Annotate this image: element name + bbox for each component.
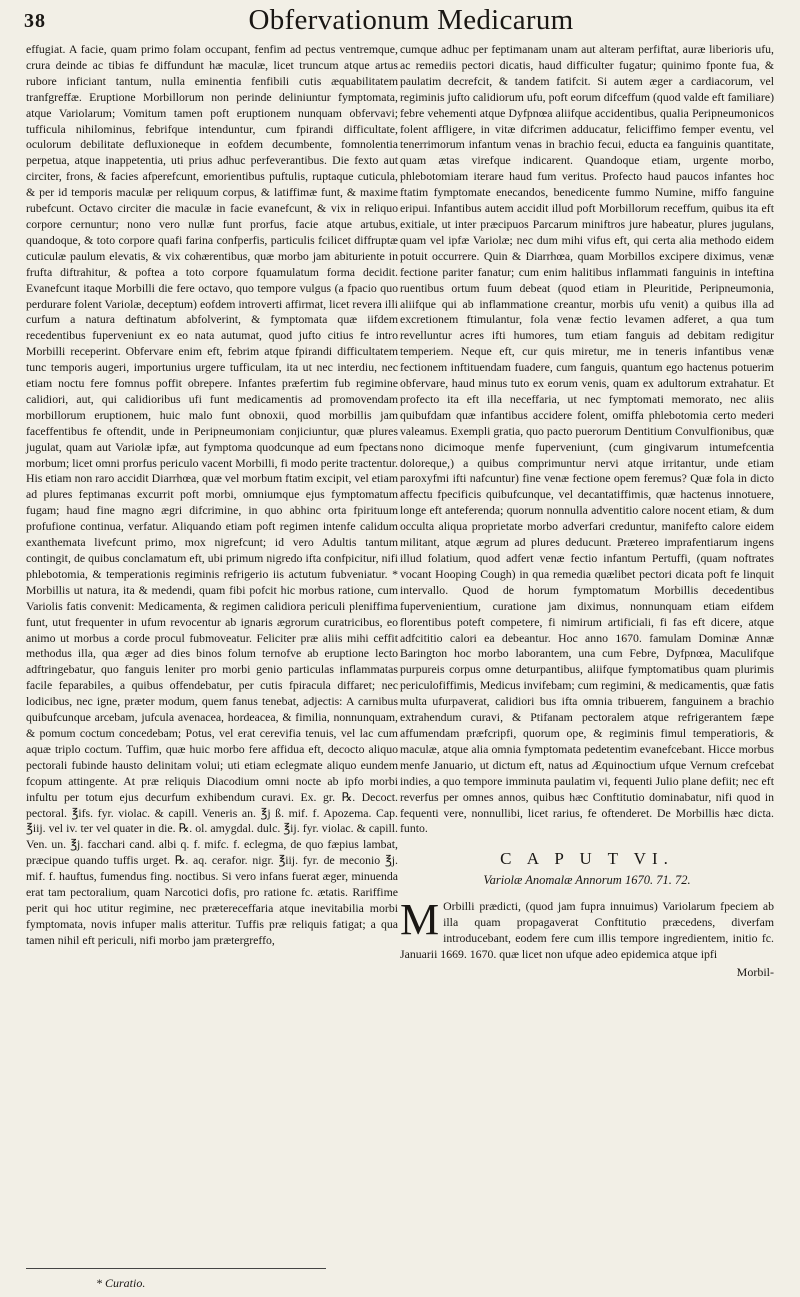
- chapter-paragraph: [400, 895, 774, 963]
- footnote: * Curatio.: [96, 1276, 146, 1290]
- left-column-text: effugiat. A facie, quam primo folam occupant, fenfim ad pectus ventremque, crura deinde ac tibias fe diffundunt hæ maculæ, licet truncum atque artus rubore inficiant tantum, nulla eminentia fenfibili cutis æquabilitatem tranfgreffæ. Eruptione Morbillorum non perinde deliniuntur fymptomata, atque Variolarum; Vomitum tamen poft eruptionem nunquam obfervavi; tufficula nihilominus, febrifque intenduntur, cum fpirandi difficultate, oculorum debilitate defluxioneque in eofdem decumbente, fomnolentia perpetua, atque inappetentia, uti prius adhuc perfeverantibus. Die fexto aut circiter, frons, & facies afperefcunt, emorientibus puftulis, ruptaque cuticula, & per id temporis maculæ per reliquum corpus, & latiffimæ funt, & maxime rubefcunt. Octavo circiter die maculæ in facie evanefcunt, & vix in reliquo corpore cernuntur; nono vero nullæ funt prorfus, facie atque artubus, quandoque, & toto corpore quafi farina confperfis, particulis fcilicet diffruptæ cuticulæ paulum elevatis, & vix cohærentibus, quæ morbo jam abituriente in frufta diftrahitur, & poftea a toto corpore fquamulatum forma decidit. Evanefcunt itaque Morbilli die fere octavo, quo tempore vulgus (a fpacio quo perdurare folent Variolæ, deceptum) eofdem introverti affirmat, licet revera illi curfum a natura deftinatum abfolverint, & fymptomata quæ iifdem recedentibus fuperveniunt ex eo nata autumat, quod jufto citius fe intro Morbilli receperint. Obfervare enim eft, febrim atque fpirandi difficultatem tunc temporis augeri, importunius urgere tufficulam, ita ut nec interdiu, nec etiam noctu fere fomnus poffit obrepere. Infantes præfertim fub regimine calidiori, aut, qui calidioribus ufi funt medicamentis ad promovendam morbillorum eruptionem, huic malo funt obnoxii, quod morbillis jam faceffentibus fe oftendit, unde in Peripneumoniam conjiciuntur, quæ plures jugulat, quam aut Variolæ ipfæ, aut fymptoma quodcunque ad eum fpectans morbum; licet omni prorfus periculo vacent Morbilli, fi modo perite tractentur. His etiam non raro accidit Diarrhœa, quæ vel morbum ftatim excipit, vel etiam ad plures feptimanas excurrit poft morbi, omniumque ejus fymptomatum fugam; haud fine magno ægri difcrimine, in quo abhinc orta fpirituum profufione continua, verfatur. Aliquando etiam poft regimen intenfe calidum exanthemata livefcunt primo, mox nigrefcunt; id vero Adultis tantum contingit, de quibus conclamatum eft, ubi primum nigredo ifta confpicitur, nifi phlebotomia, & temperationis regiminis refrigerio iis actutum fubveniatur. * Morbillis ut natura, ita & medendi, quam fibi pofcit hic morbus ratione, cum Variolis fatis convenit: Medicamenta, & regimen calidiora periculi pleniffima funt, utut frequenter in ufum revocentur ab ignaris ægrorum curatricibus, eo animo ut morbus a corde procul fubmoveatur. Feliciter præ aliis mihi ceffit methodus illa, qua æger ad dies binos folum ternofve ab eruptione lecto adftringebatur, quo fanguis leniter pro morbi genio particulas inflammatas facile feparabiles, a quibus offendebatur, per cutis fpiracula diffaret; nec lodicibus, nec igne, præter modum, quem fanus tenebat, adjectis: A carnibus quibufcunque arcebam, jufcula avenacea, hordeacea, & fimilia, nonnunquam, & pomum coctum concedebam; Potus, vel erat cerevifia tenuis, vel lac cum aquæ triplo coctum. Tuffim, quæ huic morbo fere affidua eft, decocto aliquo pectorali fubinde hausto delinitam volui; uti etiam eclegmate aliquo eundem fcopum attingente. At præ reliquis Diacodium omni nocte ab ipfo morbi infultu per totum ejus decurfum exhibendum curavi. Ex. gr. ℞. Decoct. pectoral. ℥ifs. fyr. violac. & capill. Veneris an. ℥j ß. mif. f. Apozema. Cap. ℥iij. vel iv. ter vel quater in die. ℞. ol. amygdal. dulc. ℥ij. fyr. violac. & capill. Ven. un. ℥j. facchari cand. albi q. f. mifc. f. eclegma, de quo fæpius lambat, præcipue quando tuffis urget. ℞. aq. cerafor. nigr. ℥iij. fyr. de meconio ℥j. mif. f. hauftus, fumendus fing. noctibus. Si vero infans fuerat æger, minuenda erat tam pectoralium, quam Narcotici dofis, pro ratione fc. ætatis. Rariffime perit qui hoc utitur regimine, nec prætereceffaria atque inevitabilia morbi fymptomata, novis infuper malis atteritur. Tuffis præ reliquis fatigat; a qua tamen nihil eft periculi, nifi morbo jam prætergreffo,: [26, 42, 398, 947]
- left-column: [26, 42, 398, 949]
- right-column-text: cumque adhuc per feptimanam unam aut alteram perfiftat, auræ liberioris ufu, ac remediis pectori dicatis, haud difficulter fugatur; quinimo fponte fua, & paulatim decrefcit, & tandem fatifcit. Si autem æger a cardiacorum, vel regiminis jufto calidiorum ufu, poft eorum difceffum (quod valde eft familiare) febre vehementi atque Dyfpnœa aliifque accidentibus, qualia Peripneumonicos folent affligere, in vitæ difcrimen adducatur, feliciffimo femper eventu, vel tenerrimorum infantum venas in brachio fecui, educta ea fanguinis quantitate, quam ætas virefque indicarent. Quandoque etiam, urgente morbo, phlebotomiam iterare haud fum veritus. Profecto haud paucos infantes hoc ftatim fymptomate enecandos, benedicente fummo Numine, miffo fanguine eripui. Infantibus autem accidit illud poft Morbillorum receffum, quibus ita eft exitiale, ut inter præcipuos Parcarum miniftros jure habeatur, plures jugulans, quam vel ipfæ Variolæ; nec dum mihi vifus eft, qui certa alia methodo eidem potuit occurrere. Quin & Diarrhœa, quam Morbillos excipere diximus, venæ fectione pariter fanatur; cum enim halitibus inflammati fanguinis in inteftina ruentibus ortum fuum debeat (quod etiam in Pleuritide, Peripneumonia, aliifque qui ab inflammatione creantur, morbis ufu venit) a quibus illa ad excretionem ftimulantur, fola venæ fectio levamen adferet, a qua tum revelluntur acres ifti humores, tum etiam fanguis ad debitam redigitur temperiem. Neque eft, cur quis miretur, me in teneris infantibus venæ fectionem inftituendam fuadere, cum fanguis, quantum ego hactenus potuerim obfervare, haud minus tuto ex eorum venis, quam ex adultorum extrahatur. Et profecto ita eft illa neceffaria, ut nec fymptomati memorato, nec aliis quibufdam quæ infantibus accidere folent, omiffa phlebotomia certo mederi valeamus. Exempli gratia, quo pacto puerorum Dentitium Convulfionibus, quæ nono dicimoque menfe fuperveniunt, (cum gingivarum intumefcentia doloreque,) a quibus comprimuntur nervi atque irritantur, unde etiam paroxyfmi ifti nafcuntur) fine venæ fectione opem feremus? Quæ fola in dicto affectu fpecificis quibufcunque, vel decantatiffimis, quæ hactenus innotuere, longe eft anteferenda; quorum nonnulla adventitio calore nocent etiam, & dum occulta aliqua proprietate morbo adverfari creduntur, manifefto calore eidem militant, atque ægrum ad plures deducunt. Prætereo imprafentiarum ingens illud folatium, quod adfert venæ fectio infantum Pertuffi, (quam noftrates vocant Hooping Cough) in qua remedia quælibet pectori dicata poft fe linquit intervallo. Quod de horum fymptomatum Morbillis decedentibus fupervenientium, curatione jam diximus, nonnunquam etiam eifdem florentibus poteft competere, fi nimirum artificiali, fi fas eft dicere, atque adfcititio calori ea debeantur. Hoc anno 1670. famulam Dominæ Annæ Barington hoc morbo laborantem, una cum Febre, Dyfpnœa, Maculifque purpureis corpus omne deturpantibus, aliifque fymptomatibus quam plurimis periculofiffimis, Medicus invifebam; cum regimini, & medicamentis, quæ fatis multa ufurpaverat, calidiori bus ifta omnia tribuerem, fanguinem a brachio extrahendum curavi, & Ptifanam pectoralem atque refrigerantem fæpe affumendam præfcripfi, quorum ope, & regiminis fimul temperatioris, & maculæ, atque alia omnia fymptomata pedetentim evanefcebant. Hicce morbus menfe Januario, ut dictum eft, natus ad Æquinoctium ufque Vernum crefcebat indies, a quo tempore imminuta paulatim vi, fequenti Julio plane defiit; nec eft reverfus per omnes annos, quibus hæc Conftitutio dominabatur, nifi quod in fequenti vere, nonnullibi, licet rarius, fe oftenderet. De Morbillis hæc dicta. funto.: [400, 42, 774, 836]
- page-number: 38: [24, 10, 46, 32]
- running-head: Obfervationum Medicarum: [248, 4, 574, 36]
- chapter-text: Orbilli prædicti, (quod jam fupra innuimus) Variolarum fpeciem ab illa quam propagaverat Conftitutio præcedens, diverfam introducebant, eodem fere cum illis tempore ingredientem, initio fc. Januarii 1669. 1670. quæ licet non ufque adeo epidemica atque ipfi: [400, 899, 774, 961]
- drop-cap: M: [400, 895, 440, 945]
- catchword: Morbil-: [736, 964, 774, 979]
- footnote-rule: [26, 1268, 326, 1269]
- right-column: [400, 42, 774, 981]
- chapter-heading: C A P U T VI.: [500, 849, 674, 869]
- chapter-title: Variolæ Anomalæ Annorum 1670. 71. 72.: [483, 873, 691, 888]
